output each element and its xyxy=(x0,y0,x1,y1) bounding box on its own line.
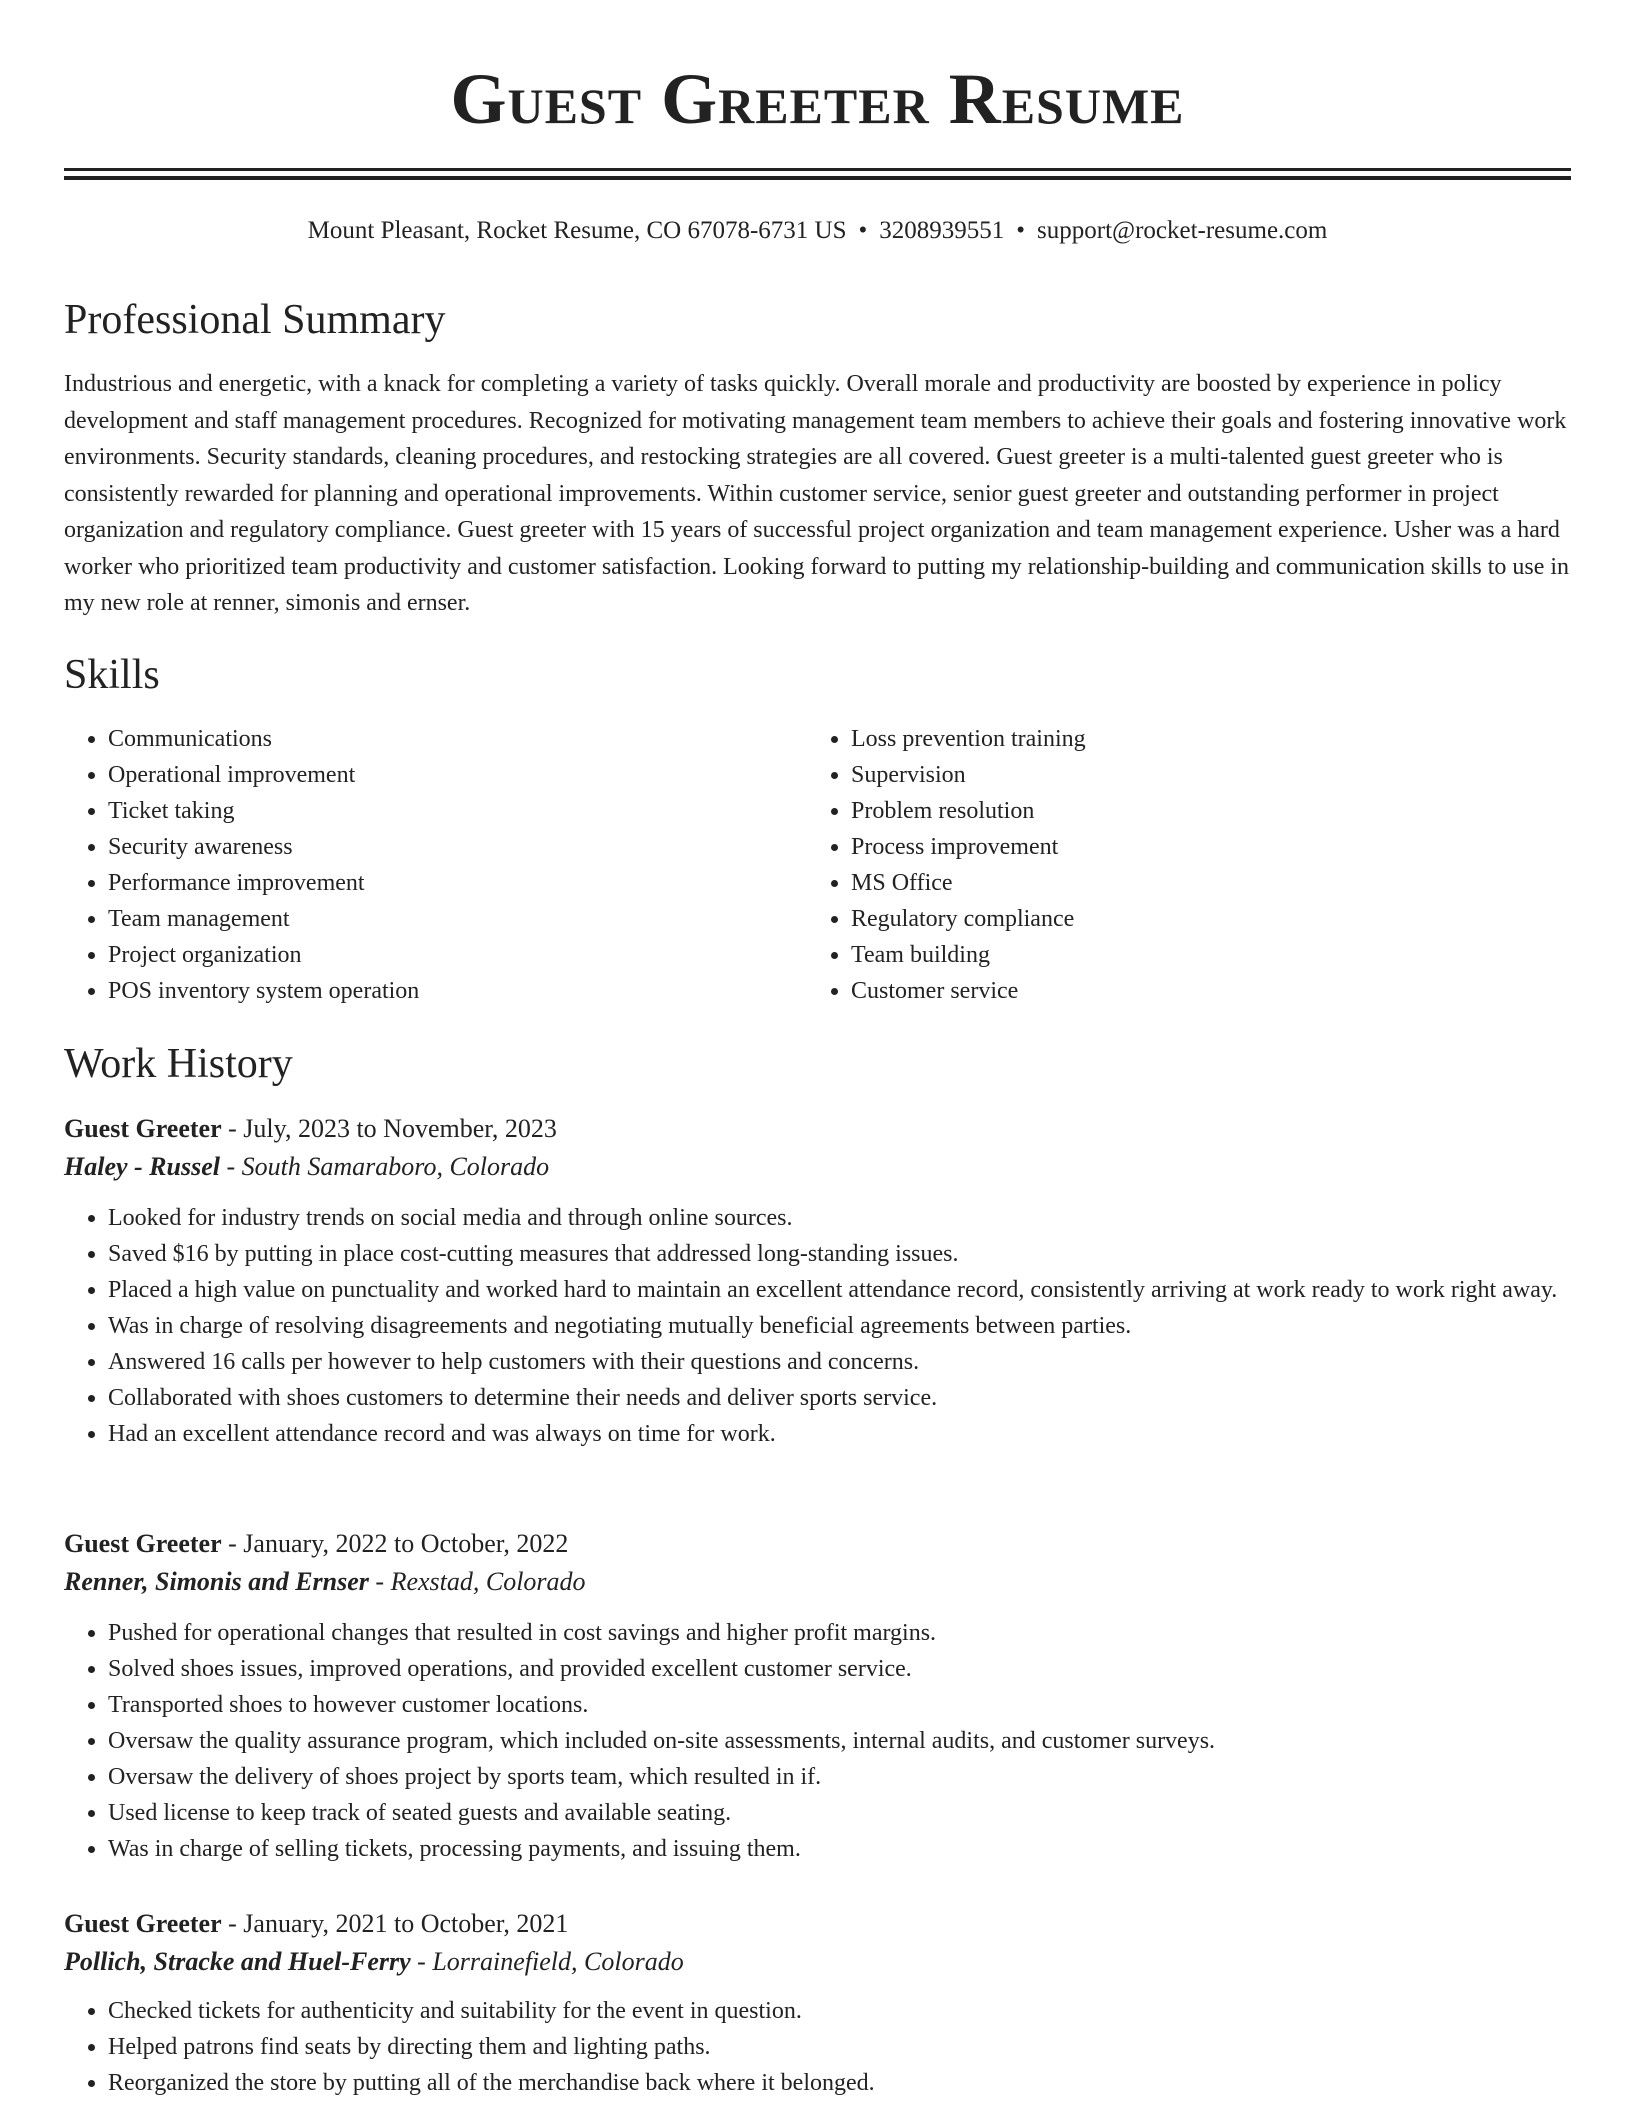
job-entry xyxy=(64,1525,1571,1867)
job-dash: - xyxy=(221,1114,244,1143)
duty-item: • Used license to keep track of seated guests and available seating. xyxy=(108,1795,1571,1831)
duty-item: • Was in charge of resolving disagreements and negotiating mutually beneficial agreements between parties. xyxy=(108,1308,1571,1344)
job-dash: - xyxy=(221,1909,244,1938)
duty-item: • Oversaw the quality assurance program, which included on-site assessments, internal audits, and customer surveys. xyxy=(108,1723,1571,1759)
skill-item: • Supervision xyxy=(851,757,1551,793)
employer-name: Pollich, Stracke and Huel-Ferry xyxy=(64,1947,411,1976)
job-duties-list xyxy=(64,1200,1571,1452)
duty-item: • Placed a high value on punctuality and worked hard to maintain an excellent attendance record, consistently arriving at work ready to work right away. xyxy=(108,1272,1571,1308)
skill-item: • Process improvement xyxy=(851,829,1551,865)
duty-item: • Looked for industry trends on social media and through online sources. xyxy=(108,1200,1571,1236)
skill-item: • MS Office xyxy=(851,865,1551,901)
skill-item: • Operational improvement xyxy=(108,757,808,793)
duty-item: • Had an excellent attendance record and was always on time for work. xyxy=(108,1416,1571,1452)
skill-item: • Regulatory compliance xyxy=(851,901,1551,937)
skill-item: • Project organization xyxy=(108,937,808,973)
contact-phone: 3208939551 xyxy=(879,217,1005,244)
job-entry xyxy=(64,1110,1571,1452)
job-title-line xyxy=(64,1110,1571,1148)
resume-page xyxy=(64,0,1571,2096)
skill-item: • Ticket taking xyxy=(108,793,808,829)
employer-line xyxy=(64,1148,1571,1186)
contact-separator: • xyxy=(858,217,868,244)
skill-item: • Loss prevention training xyxy=(851,721,1551,757)
contact-email: support@rocket-resume.com xyxy=(1037,217,1328,244)
job-title-line xyxy=(64,1525,1571,1563)
duty-item: • Reorganized the store by putting all of the merchandise back where it belonged. xyxy=(108,2065,1571,2101)
job-location: Lorrainefield, Colorado xyxy=(432,1947,684,1976)
duty-item: • Collaborated with shoes customers to determine their needs and deliver sports service. xyxy=(108,1380,1571,1416)
skill-item: • Communications xyxy=(108,721,808,757)
contact-separator: • xyxy=(1016,217,1026,244)
summary-text: Industrious and energetic, with a knack for completing a variety of tasks quickly. Overall morale and productivity are boosted by experience in policy development and staff management procedures. Recognized for motivating management team members to achieve their goals and fostering innovative work environments. Security standards, cleaning procedures, and restocking strategies are all covered. Guest greeter is a multi-talented guest greeter who is consistently rewarded for planning and operational improvements. Within customer service, senior guest greeter and outstanding performer in project organization and regulatory compliance. Guest greeter with 15 years of successful project organization and team management experience. Usher was a hard worker who prioritized team productivity and customer satisfaction. Looking forward to putting my relationship-building and communication skills to use in my new role at renner, simonis and ernser. xyxy=(64,371,1570,616)
duty-item: • Transported shoes to however customer locations. xyxy=(108,1687,1571,1723)
contact-line xyxy=(64,214,1571,248)
employer-line xyxy=(64,1943,1571,1981)
skills-list-right xyxy=(807,721,1551,1009)
duty-item: • Helped patrons find seats by directing them and lighting paths. xyxy=(108,2029,1571,2065)
skill-item: • POS inventory system operation xyxy=(108,973,808,1009)
job-title: Guest Greeter xyxy=(64,1529,222,1558)
skill-item: • Performance improvement xyxy=(108,865,808,901)
job-title-line xyxy=(64,1905,1571,1943)
job-location: Rexstad, Colorado xyxy=(390,1567,586,1596)
resume-title: Guest Greeter Resume xyxy=(450,59,1185,139)
duty-item: • Solved shoes issues, improved operations, and provided excellent customer service. xyxy=(108,1651,1571,1687)
employer-name: Renner, Simonis and Ernser xyxy=(64,1567,369,1596)
job-dash: - xyxy=(221,1529,244,1558)
job-title: Guest Greeter xyxy=(64,1909,222,1938)
employer-name: Haley - Russel xyxy=(64,1152,220,1181)
work-history-heading: Work History xyxy=(64,1041,293,1087)
contact-address: Mount Pleasant, Rocket Resume, CO 67078-6731 US xyxy=(307,217,847,244)
job-dash: - xyxy=(410,1947,433,1976)
duty-item: • Answered 16 calls per however to help customers with their questions and concerns. xyxy=(108,1344,1571,1380)
skills-heading: Skills xyxy=(64,652,160,698)
duty-item: • Was in charge of selling tickets, processing payments, and issuing them. xyxy=(108,1831,1571,1867)
skill-item: • Security awareness xyxy=(108,829,808,865)
skill-item: • Problem resolution xyxy=(851,793,1551,829)
job-duties-list xyxy=(64,1615,1571,1867)
job-dates: January, 2022 to October, 2022 xyxy=(243,1529,569,1558)
skills-list-left xyxy=(64,721,808,1009)
duty-item: • Checked tickets for authenticity and suitability for the event in question. xyxy=(108,1993,1571,2029)
title-divider-top xyxy=(64,168,1571,171)
duty-item: • Saved $16 by putting in place cost-cutting measures that addressed long-standing issues. xyxy=(108,1236,1571,1272)
job-duties-list xyxy=(64,1993,1571,2101)
job-dates: January, 2021 to October, 2021 xyxy=(243,1909,569,1938)
job-entry xyxy=(64,1905,1571,2101)
summary-heading: Professional Summary xyxy=(64,297,446,343)
job-dates: July, 2023 to November, 2023 xyxy=(243,1114,557,1143)
employer-line xyxy=(64,1563,1571,1601)
job-location: South Samaraboro, Colorado xyxy=(241,1152,550,1181)
job-title: Guest Greeter xyxy=(64,1114,222,1143)
skill-item: • Customer service xyxy=(851,973,1551,1009)
title-divider-bottom xyxy=(64,176,1571,180)
job-dash: - xyxy=(220,1152,242,1181)
duty-item: • Pushed for operational changes that resulted in cost savings and higher profit margins. xyxy=(108,1615,1571,1651)
skill-item: • Team building xyxy=(851,937,1551,973)
duty-item: • Oversaw the delivery of shoes project by sports team, which resulted in if. xyxy=(108,1759,1571,1795)
job-dash: - xyxy=(368,1567,391,1596)
skill-item: • Team management xyxy=(108,901,808,937)
